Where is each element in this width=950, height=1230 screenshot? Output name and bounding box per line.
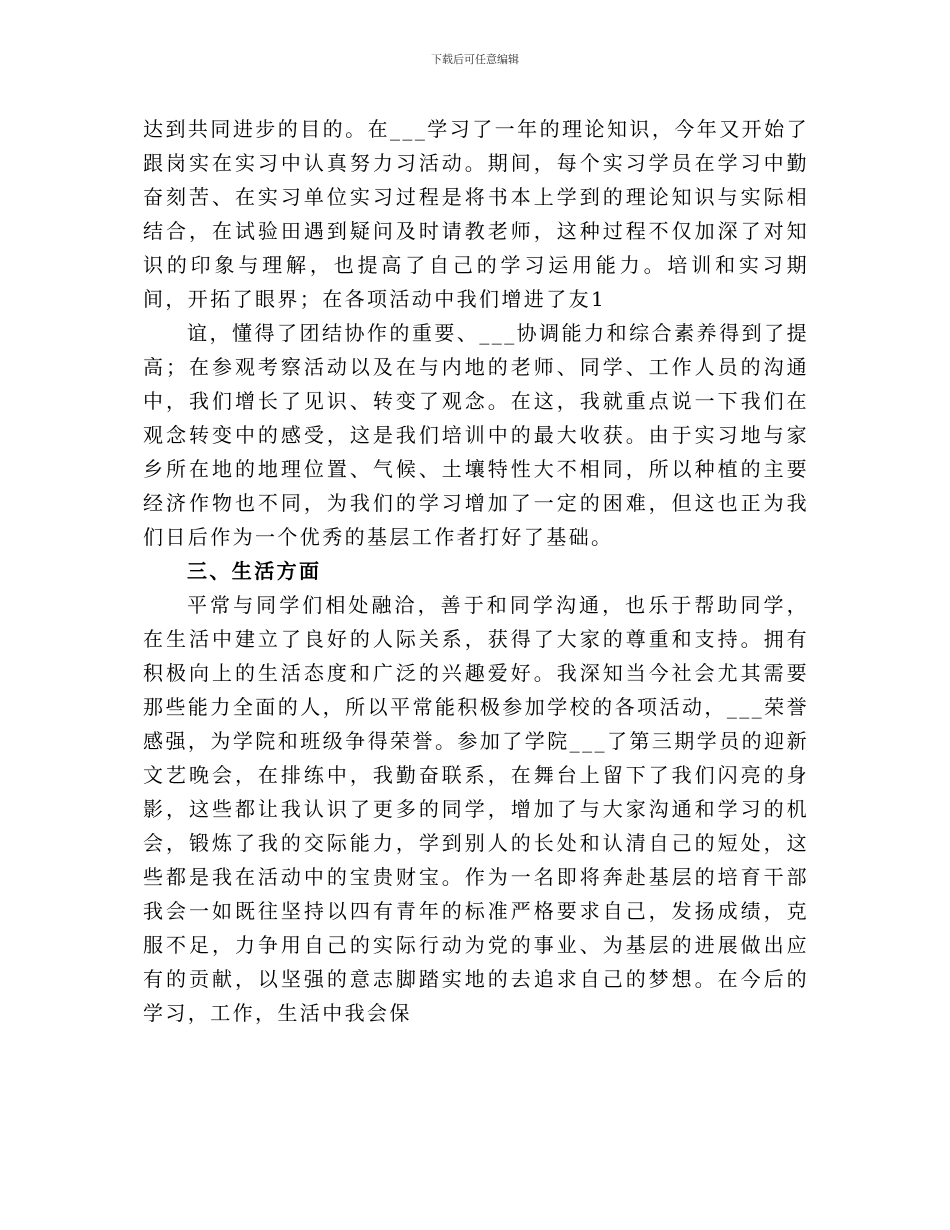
paragraph-3: 平常与同学们相处融洽，善于和同学沟通，也乐于帮助同学，在生活中建立了良好的人际关系，获得了大家的尊重和支持。拥有积极向上的生活态度和广泛的兴趣爱好。我深知当今社会尤其需要那些能力全面的人，所以平常能积极参加学校的各项活动，___荣誉感强，为学院和班级争得荣誉。参加了学院___了第三期学员的迎新文艺晚会，在排练中，我勤奋联系，在舞台上留下了我们闪亮的身影，这些都让我认识了更多的同学，增加了与大家沟通和学习的机会，锻炼了我的交际能力，学到别人的长处和认清自己的短处，这些都是我在活动中的宝贵财宝。作为一名即将奔赴基层的培育干部我会一如既往坚持以四有青年的标准严格要求自己，发扬成绩，克服不足，力争用自己的实际行动为党的事业、为基层的进展做出应有的贡献，以坚强的意志脚踏实地的去追求自己的梦想。在今后的学习，工作，生活中我会保 xyxy=(143,593,809,1025)
paragraph-2: 谊，懂得了团结协作的重要、___协调能力和综合素养得到了提高；在参观考察活动以及在与内地的老师、同学、工作人员的沟通中，我们增长了见识、转变了观念。在这，我就重点说一下我们在观念转变中的感受，这是我们培训中的最大收获。由于实习地与家乡所在地的地理位置、气候、土壤特性大不相同，所以种植的主要经济作物也不同，为我们的学习增加了一定的困难，但这也正为我们日后作为一个优秀的基层工作者打好了基础。 xyxy=(143,321,809,549)
document-body xyxy=(143,112,809,1030)
page-header: 下载后可任意编辑 xyxy=(431,53,519,66)
paragraph-1: 达到共同进步的目的。在___学习了一年的理论知识，今年又开始了跟岗实在实习中认真努力习活动。期间，每个实习学员在学习中勤奋刻苦、在实习单位实习过程是将书本上学到的理论知识与实际相结合，在试验田遇到疑问及时请教老师，这种过程不仅加深了对知识的印象与理解，也提高了自己的学习运用能力。培训和实习期间，开拓了眼界；在各项活动中我们增进了友1 xyxy=(143,117,809,311)
section-heading-life: 三、生活方面 xyxy=(187,559,322,583)
